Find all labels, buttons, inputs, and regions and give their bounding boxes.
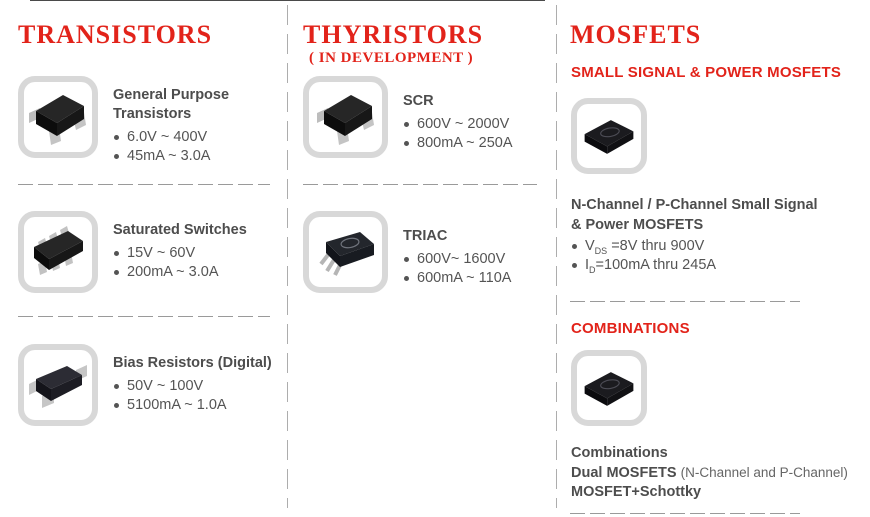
product-text [113,344,303,415]
product-row-bias-resistors [18,344,303,426]
spec-text: 6.0V ~ 400V [127,129,208,145]
spec-text: 5100mA ~ 1.0A [127,397,227,413]
spec-bullet [571,237,716,256]
spec-bullet [403,250,593,269]
spec-text: 600mA ~ 110A [417,270,512,286]
combinations-line: Combinations [571,445,668,461]
spec-bullet [403,269,593,288]
product-title: General Purpose Transistors [113,87,230,122]
mosfet-description-title: N-Channel / P-Channel Small Signal & Power MOSFETS [571,197,818,233]
spec-text: 800mA ~ 250A [417,135,513,151]
subscript: D [589,264,596,275]
dpak-package-icon [313,220,379,284]
product-title: TRIAC [403,228,448,244]
product-text [113,76,303,166]
product-row-general-purpose-transistors [18,76,303,166]
product-row-saturated-switches [18,211,303,293]
product-image-box [571,98,647,174]
spec-text: 45mA ~ 3.0A [127,148,211,164]
product-image-box [18,211,98,293]
sot26-package-icon [26,220,90,284]
section-separator [570,301,800,302]
mosfet-schottky-line: MOSFET+Schottky [571,484,702,500]
bottom-separator [570,513,800,514]
spec-bullet [113,147,303,166]
bullet-dot-icon [114,135,119,140]
bullet-dot-icon [114,384,119,389]
section-separator [303,184,537,185]
product-text [403,211,593,288]
bullet-dot-icon [572,244,577,249]
bullet-dot-icon [404,122,409,127]
thyristors-heading: THYRISTORS [303,20,484,49]
product-text [113,211,303,282]
top-border-line [30,0,545,1]
subscript: DS [594,245,608,256]
spec-bullet [113,244,303,263]
product-image-box [18,76,98,158]
bullet-dot-icon [404,141,409,146]
product-image-box [303,211,388,293]
spec-text: 200mA ~ 3.0A [127,264,219,280]
dual-mosfets-line: Dual MOSFETS (N-Channel and P-Channel) [571,465,848,481]
section-separator [18,184,270,185]
bullet-dot-icon [404,257,409,262]
product-title: SCR [403,93,434,109]
sot23-package-icon [26,85,90,149]
spec-bullet [571,256,716,275]
combinations-subheading: COMBINATIONS [571,320,690,337]
spec-text: 15V ~ 60V [127,245,196,261]
small-signal-power-mosfets-subheading: SMALL SIGNAL & POWER MOSFETS [571,64,842,81]
product-title: Bias Resistors (Digital) [113,355,272,371]
mosfet-spec-bullets [571,237,716,275]
product-row-triac [303,211,593,293]
spec-text: 600V~ 1600V [417,251,506,267]
bullet-dot-icon [404,276,409,281]
spec-bullet [113,377,303,396]
combinations-text-block [571,444,848,502]
spec-bullet [403,115,593,134]
spec-text: $I_D=100mA$ thru 245A [585,257,717,275]
spec-bullet [403,134,593,153]
spec-bullet [113,128,303,147]
mosfets-heading: MOSFETS [570,20,702,49]
product-text [403,76,593,153]
spec-bullet [113,396,303,415]
product-image-box [303,76,388,158]
spec-text: 50V ~ 100V [127,378,204,394]
bullet-dot-icon [114,270,119,275]
product-image-box [571,350,647,426]
bullet-dot-icon [114,154,119,159]
product-title: Saturated Switches [113,222,247,238]
product-row-scr [303,76,593,158]
bullet-dot-icon [572,263,577,268]
product-image-box [18,344,98,426]
spec-bullet [113,263,303,282]
power-mosfet-package-icon [579,106,639,166]
bullet-dot-icon [114,251,119,256]
bullet-dot-icon [114,403,119,408]
spec-text: 600V ~ 2000V [417,116,510,132]
sot323-package-icon [26,353,90,417]
section-separator [18,316,270,317]
spec-text: $V_{DS} =8V$ thru 900V [585,238,705,256]
sot23-package-icon [313,85,379,149]
transistors-heading: TRANSISTORS [18,20,213,49]
combination-mosfet-package-icon [579,358,639,418]
thyristors-subtitle: ( IN DEVELOPMENT ) [309,50,474,66]
